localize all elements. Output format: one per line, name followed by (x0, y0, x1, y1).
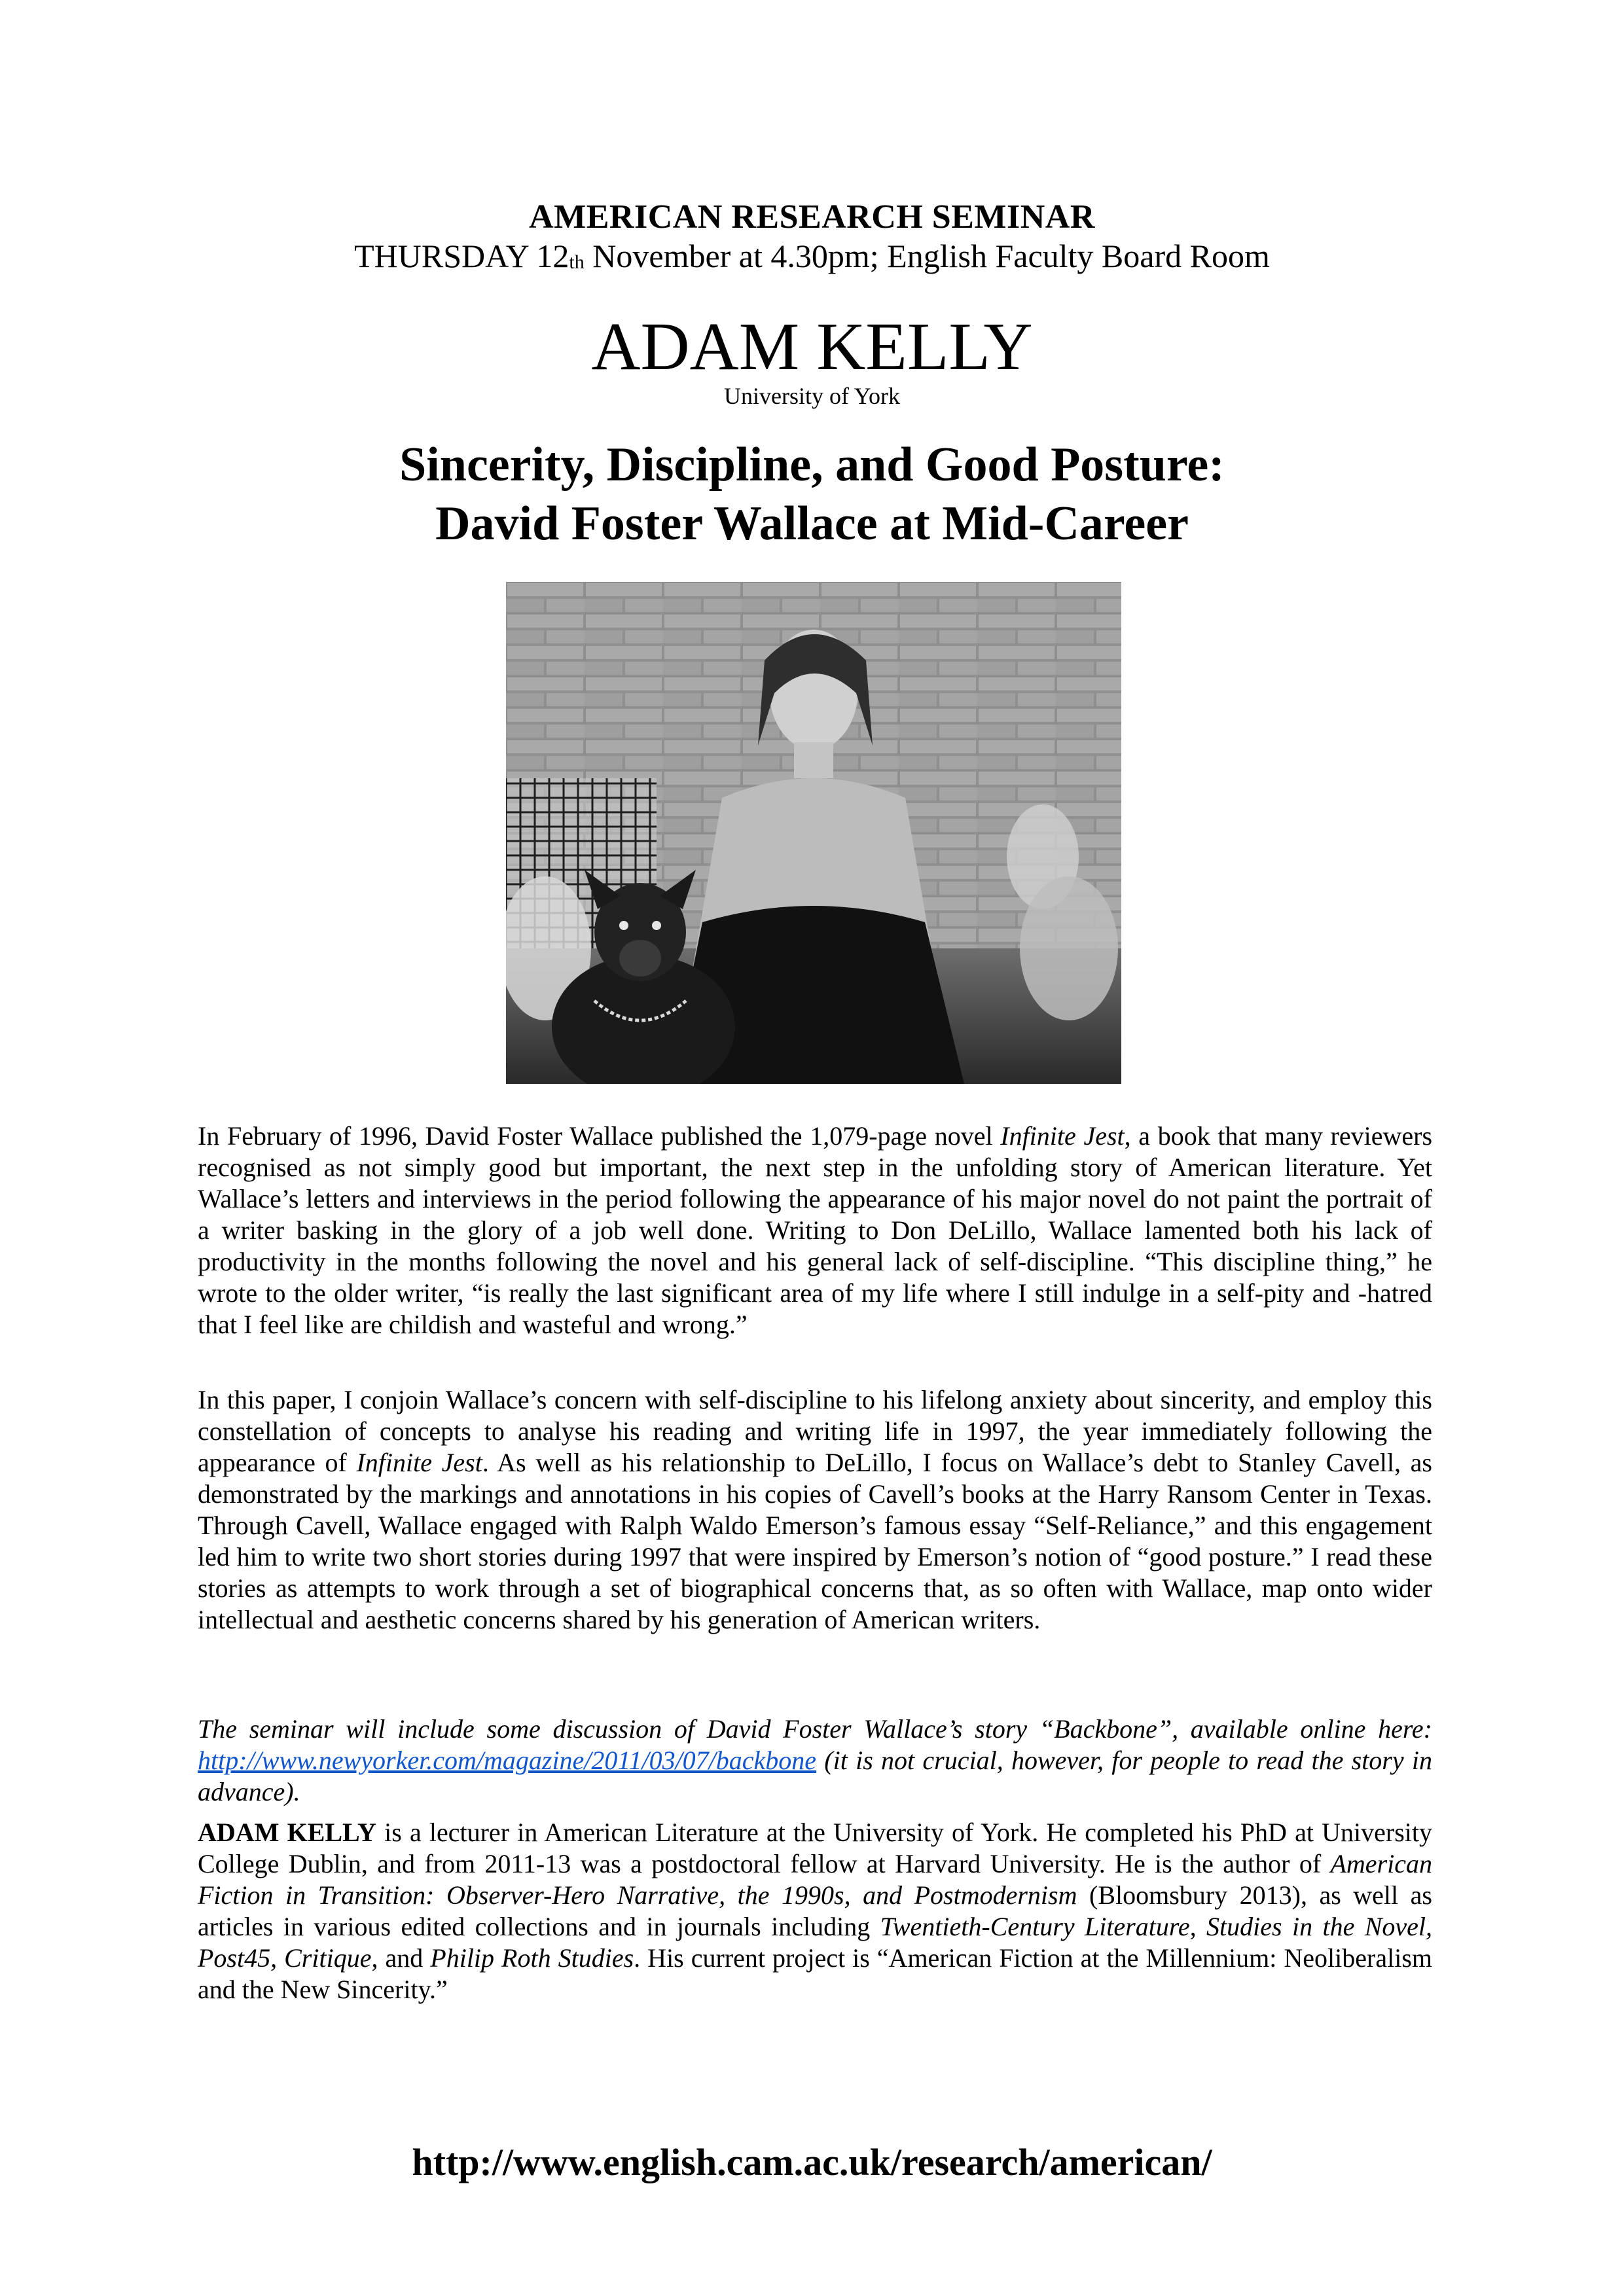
seminar-heading: AMERICAN RESEARCH SEMINAR (529, 198, 1095, 236)
speaker-affiliation: University of York (723, 383, 900, 409)
footer-url[interactable]: http://www.english.cam.ac.uk/research/american/ (412, 2141, 1212, 2183)
abstract-paragraph-1 (198, 1121, 1432, 1340)
book-title-infinite-jest: Infinite Jest (1000, 1121, 1125, 1151)
speaker-bio (198, 1817, 1432, 2005)
bio-text-d: . His current project is “American Fiction at the Millennium: Neoliberalism and the New Sincerity.” (198, 1943, 1433, 2004)
bio-journals: Twentieth-Century Literature, Studies in the Novel, Post45, Critique (198, 1912, 1433, 1973)
abstract-paragraph-2 (198, 1384, 1432, 1636)
bio-journal-last: Philip Roth Studies (430, 1943, 634, 1973)
talk-title-line-1: Sincerity, Discipline, and Good Posture: (399, 438, 1225, 492)
bio-speaker-name: ADAM KELLY (198, 1818, 376, 1847)
bio-text-a: is a lecturer in American Literature at the University of York. He completed his PhD at University College Dublin, and from 2011-13 was a postdoctoral fellow at Harvard University. He is the author of (198, 1818, 1432, 1878)
abstract-p1-text-a: In February of 1996, David Foster Wallace published the 1,079-page novel (198, 1121, 1001, 1151)
event-dateline (0, 237, 1624, 275)
backbone-story-link[interactable]: http://www.newyorker.com/magazine/2011/03/07/backbone (198, 1746, 817, 1775)
abstract-p2-text-a: In this paper, I conjoin Wallace’s concern with self-discipline to his lifelong anxiety about sincerity, and employ this constellation of concepts to analyse his reading and writing life in 1997, the year immediately following the appearance of (198, 1385, 1432, 1477)
abstract-p1-text-b: , a book that many reviewers recognised as not simply good but important, the next step in the unfolding story of American literature. Yet Wallace’s letters and interviews in the period following the appearance of his major novel do not paint the portrait of a writer basking in the glory of a job well done. Writing to Don DeLillo, Wallace lamented both his lack of productivity in the months following the novel and his general lack of self-discipline. “This discipline thing,” he wrote to the older writer, “is really the last significant area of my life where I still indulge in a self-pity and -hatred that I feel like are childish and wasteful and wrong.” (198, 1121, 1433, 1339)
reading-note-text-a: The seminar will include some discussion of David Foster Wallace’s story “Backbone”, available online here: (198, 1714, 1432, 1744)
date-prefix: THURSDAY 12 (354, 238, 569, 274)
date-venue: November at 4.30pm; English Faculty Board Room (584, 238, 1270, 274)
date-ordinal-suffix: th (569, 251, 585, 273)
bio-book-title: American Fiction in Transition: Observer-Hero Narrative, the 1990s, and Postmodernism (198, 1849, 1432, 1910)
speaker-name: ADAM KELLY (591, 309, 1033, 384)
book-title-infinite-jest: Infinite Jest (356, 1448, 482, 1477)
reading-note (198, 1713, 1432, 1808)
reading-note-text-b: (it is not crucial, however, for people to read the story in advance). (198, 1746, 1432, 1806)
talk-title-line-2: David Foster Wallace at Mid-Career (435, 497, 1189, 550)
bio-text-b: (Bloomsbury 2013), as well as articles in various edited collections and in journals including (198, 1880, 1432, 1941)
author-photo (506, 582, 1121, 1084)
abstract-p2-text-b: . As well as his relationship to DeLillo, I focus on Wallace’s debt to Stanley Cavell, as demonstrated by the markings and annotations in his copies of Cavell’s books at the Harry Ransom Center in Texas. Through Cavell, Wallace engaged with Ralph Waldo Emerson’s famous essay “Self-Reliance,” and this engagement led him to write two short stories during 1997 that were inspired by Emerson’s notion of “good posture.” I read these stories as attempts to work through a set of biographical concerns that, as so often with Wallace, map onto wider intellectual and aesthetic concerns shared by his generation of American writers. (198, 1448, 1432, 1634)
bio-text-c: , and (371, 1943, 431, 1973)
